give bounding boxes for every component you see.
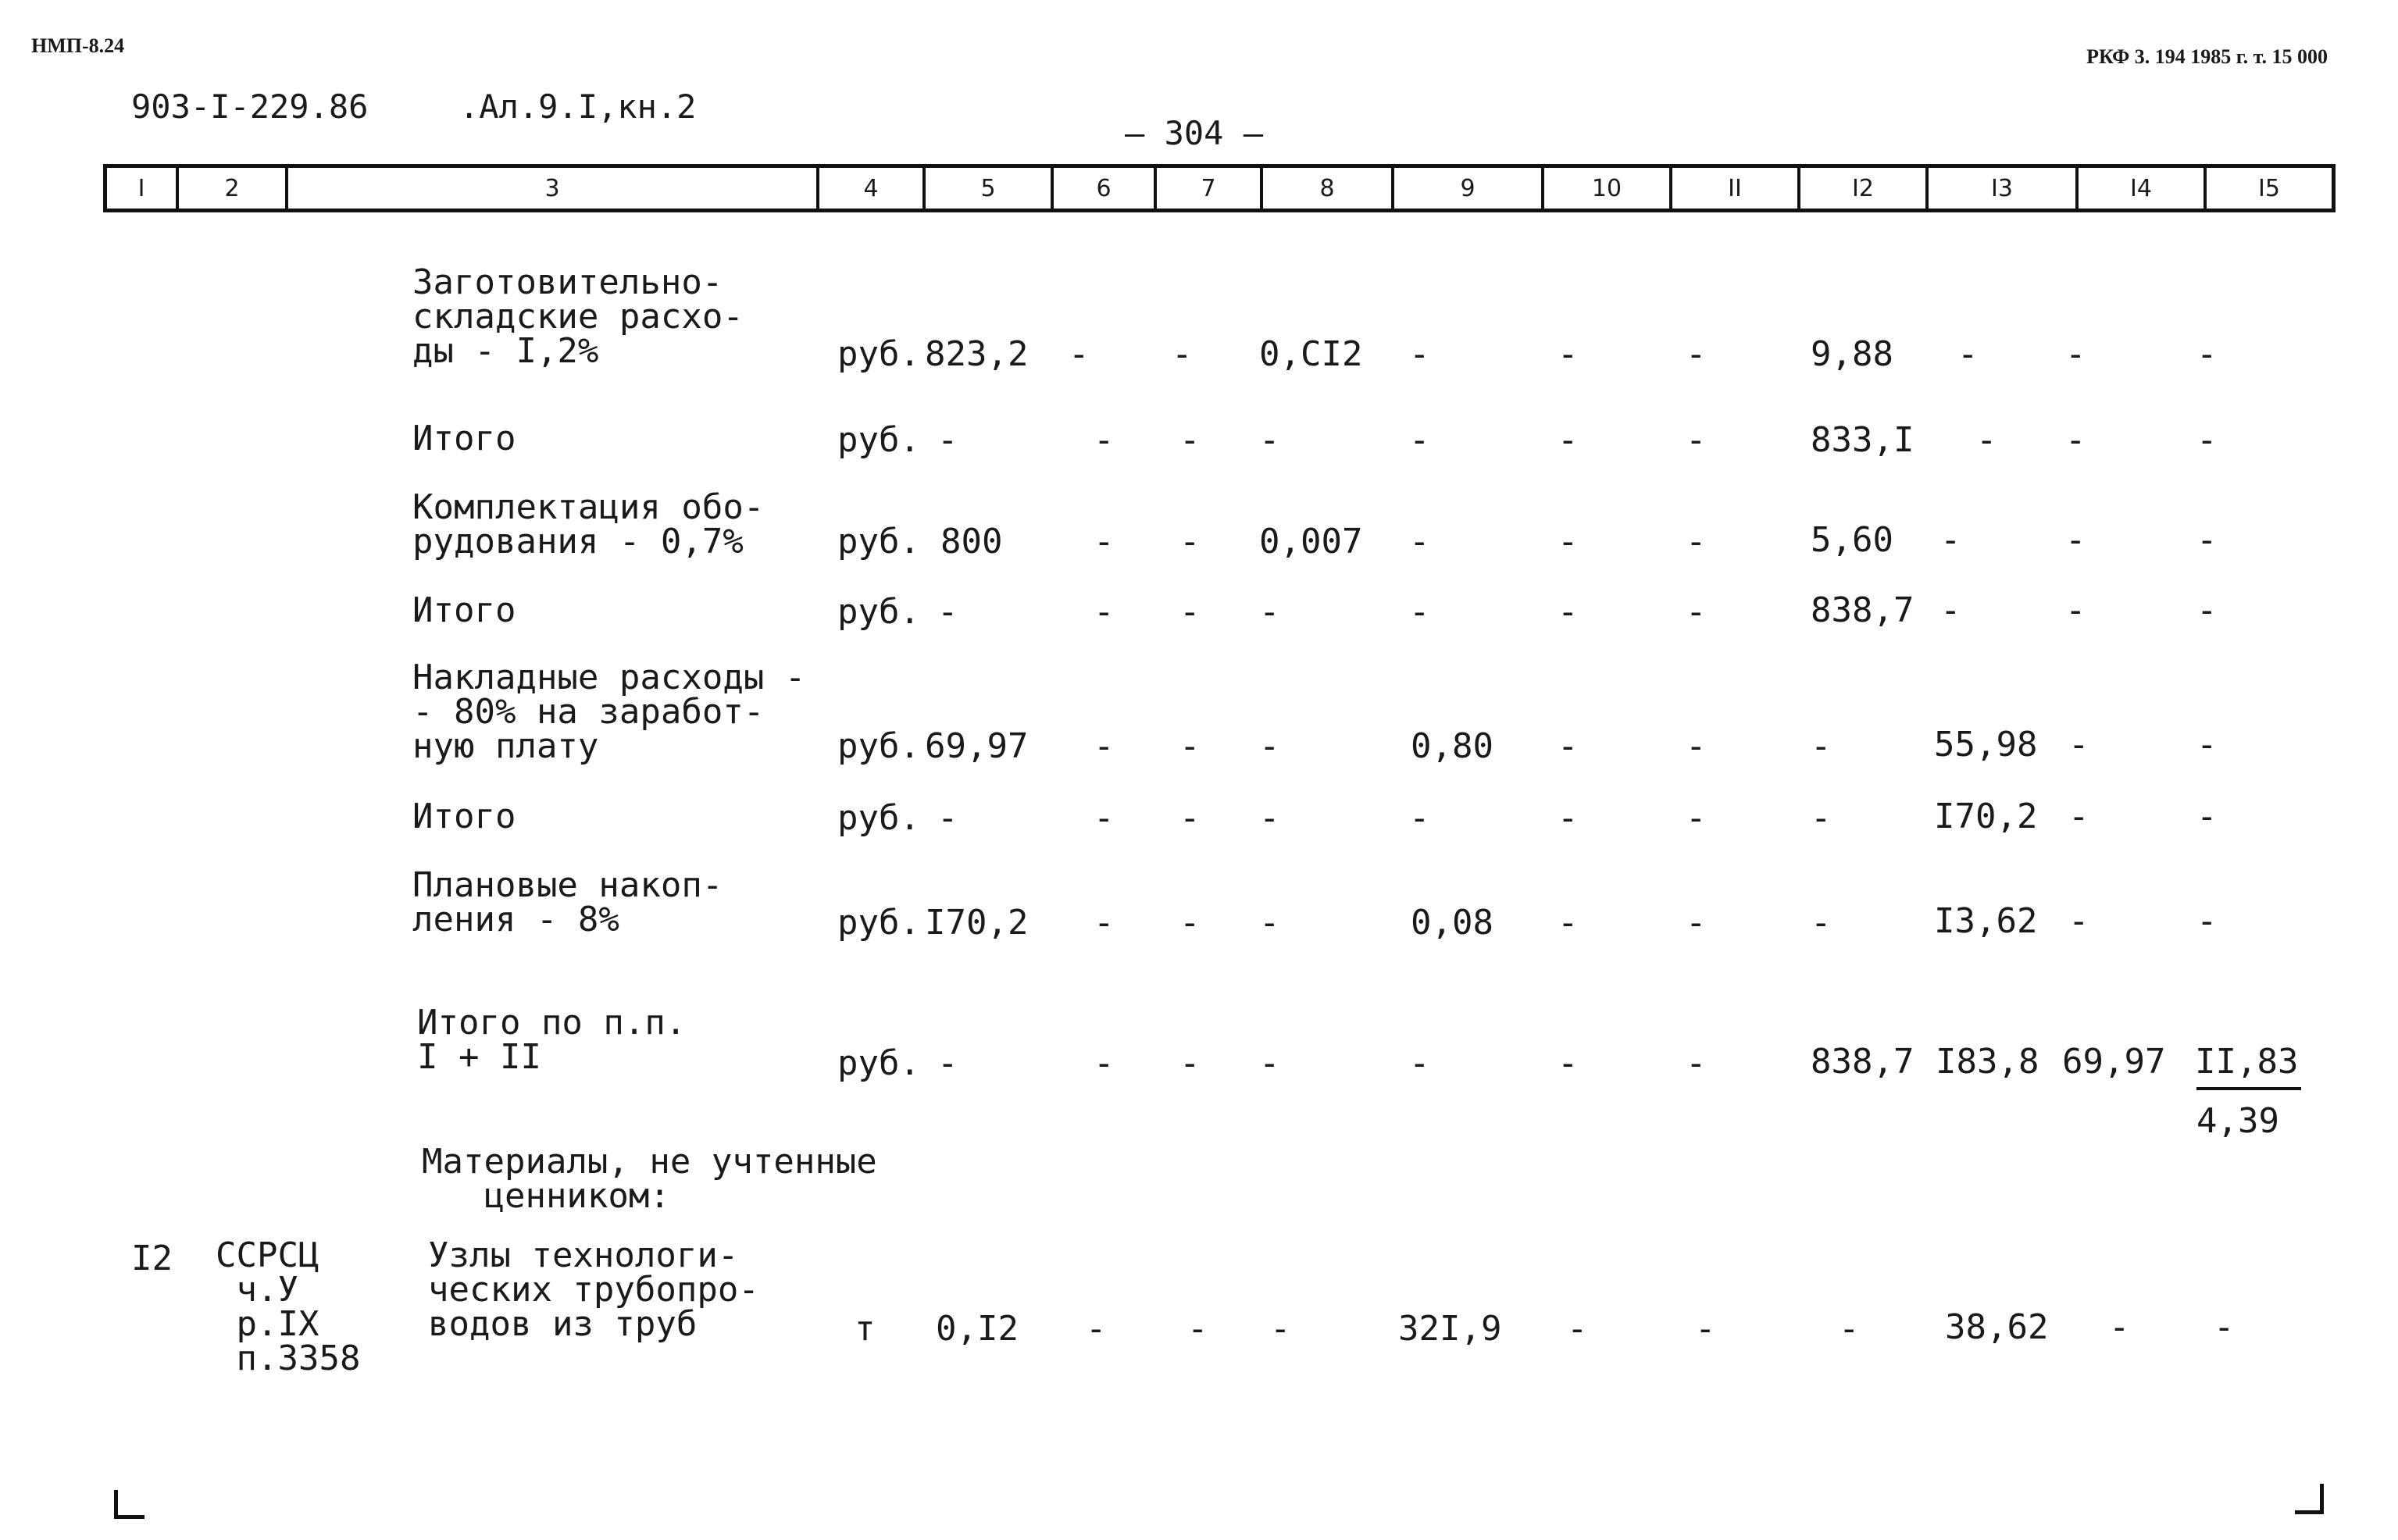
cell-col9: - (1409, 1043, 1430, 1083)
cell-col14: - (2068, 725, 2089, 765)
cell-col10: - (1567, 1309, 1588, 1349)
column-header-9: 9 (1391, 168, 1541, 209)
materials-heading: Материалы, не учтенные ценником: (422, 1142, 877, 1216)
cell-col13: - (1940, 520, 1961, 560)
cell-quantity: I70,2 (925, 903, 1029, 943)
cell-col15: - (2196, 797, 2218, 836)
column-header-5: 5 (922, 168, 1051, 209)
cell-col11: - (1686, 592, 1707, 632)
cell-col7: - (1187, 1309, 1208, 1349)
column-header-14: I4 (2075, 168, 2204, 209)
cell-col10: - (1558, 522, 1579, 561)
cell-quantity: 0,I2 (936, 1309, 1019, 1349)
cell-col12: 5,60 (1811, 520, 1893, 560)
cell-col6: - (1094, 798, 1115, 838)
corner-mark-bottom-right (2295, 1484, 2324, 1514)
cell-quantity: - (937, 592, 958, 632)
column-header-1: I (137, 174, 145, 202)
cell-col14: - (2065, 590, 2086, 630)
cell-col14: - (2068, 901, 2089, 941)
cell-col8: - (1259, 726, 1280, 766)
cell-col15-numerator: II,83 (2195, 1042, 2299, 1082)
cell-col6: - (1069, 334, 1090, 374)
row-description: Комплектация обо- рудования - 0,7% (412, 487, 765, 561)
cell-col13: - (1957, 334, 1979, 374)
cell-col9: - (1409, 798, 1430, 838)
cell-col9: - (1409, 420, 1430, 460)
item-number: I2 (131, 1239, 173, 1278)
cell-col14: 69,97 (2062, 1042, 2166, 1082)
cell-col13: I3,62 (1934, 901, 2038, 941)
cell-col15: - (2196, 901, 2218, 941)
cell-col12: - (1811, 903, 1832, 943)
cell-col8: - (1259, 903, 1280, 943)
cell-col7: - (1179, 903, 1201, 943)
column-header-7: 7 (1154, 168, 1260, 209)
cell-unit: руб. (837, 726, 920, 766)
cell-col10: - (1558, 1043, 1579, 1083)
cell-col14: - (2065, 334, 2086, 374)
item-description: Узлы технологи- ческих трубопро- водов из труб (428, 1235, 759, 1344)
cell-col6: - (1086, 1309, 1107, 1349)
cell-unit: руб. (837, 903, 920, 943)
cell-col8: 0,CI2 (1259, 334, 1363, 374)
cell-col13: - (1940, 590, 1961, 630)
cell-col11: - (1686, 522, 1707, 561)
cell-col9: - (1409, 522, 1430, 561)
row-description: Итого (412, 590, 516, 630)
cell-col11: - (1695, 1309, 1716, 1349)
cell-col15: - (2196, 725, 2218, 765)
column-header-15: I5 (2204, 168, 2332, 209)
cell-col14: - (2109, 1307, 2130, 1347)
cell-col9: - (1409, 334, 1430, 374)
column-header-strip (103, 164, 2336, 212)
cell-col7: - (1179, 726, 1201, 766)
cell-col15: - (2196, 420, 2218, 460)
cell-col10: - (1558, 334, 1579, 374)
cell-col12: 833,I (1811, 420, 1914, 460)
cell-col13: - (1976, 420, 1997, 460)
document-code: 903-I-229.86 (131, 87, 369, 126)
cell-col11: - (1686, 1043, 1707, 1083)
fraction-line (2196, 1087, 2301, 1090)
column-header-2: 2 (176, 168, 285, 209)
album-reference: .Ал.9.I,кн.2 (459, 87, 697, 126)
cell-col15: - (2196, 334, 2218, 374)
cell-quantity: - (937, 1043, 958, 1083)
row-description: Плановые накоп- ления - 8% (412, 865, 723, 939)
cell-col8: - (1270, 1309, 1291, 1349)
cell-quantity: 800 (940, 522, 1003, 561)
cell-col7: - (1179, 420, 1201, 460)
cell-col7: - (1179, 1043, 1201, 1083)
column-header-8: 8 (1260, 168, 1391, 209)
cell-col10: - (1558, 798, 1579, 838)
page-number: — 304 — (1125, 114, 1264, 152)
column-header-3: 3 (285, 168, 816, 209)
cell-col14: - (2065, 520, 2086, 560)
cell-col10: - (1558, 420, 1579, 460)
cell-col13: I83,8 (1936, 1042, 2039, 1082)
cell-col9: 0,80 (1411, 726, 1493, 766)
cell-unit: т (855, 1309, 876, 1349)
cell-col6: - (1094, 726, 1115, 766)
cell-col8: - (1259, 420, 1280, 460)
cell-col12: - (1811, 798, 1832, 838)
cell-col9: - (1409, 592, 1430, 632)
cell-col10: - (1558, 903, 1579, 943)
cell-col11: - (1686, 726, 1707, 766)
cell-col13: 55,98 (1934, 725, 2038, 765)
cell-col13: 38,62 (1945, 1307, 2049, 1347)
cell-quantity: 823,2 (925, 334, 1029, 374)
row-description: Заготовительно- складские расхо- ды - I,2% (412, 262, 744, 371)
row-description: Итого (412, 419, 516, 458)
cell-unit: руб. (837, 798, 920, 838)
column-header-4: 4 (816, 168, 922, 209)
cell-unit: руб. (837, 1043, 920, 1083)
cell-col15: - (2214, 1307, 2235, 1347)
row-description: Итого по п.п. I + II (417, 1003, 687, 1077)
cell-col6: - (1094, 903, 1115, 943)
cell-col13: I70,2 (1934, 797, 2038, 836)
cell-col6: - (1094, 522, 1115, 561)
form-code: НМП-8.24 (31, 34, 125, 57)
cell-col6: - (1094, 1043, 1115, 1083)
cell-quantity: 69,97 (925, 726, 1029, 766)
cell-col12: - (1811, 726, 1832, 766)
cell-col6: - (1094, 592, 1115, 632)
cell-col11: - (1686, 798, 1707, 838)
cell-col12: - (1839, 1309, 1860, 1349)
cell-col8: 0,007 (1259, 522, 1363, 561)
cell-col11: - (1686, 903, 1707, 943)
cell-col15: - (2196, 590, 2218, 630)
cell-col10: - (1558, 726, 1579, 766)
cell-col15-denominator: 4,39 (2196, 1101, 2279, 1141)
column-header-6: 6 (1051, 168, 1154, 209)
cell-col7: - (1179, 798, 1201, 838)
cell-col14: - (2068, 797, 2089, 836)
cell-col15: - (2196, 520, 2218, 560)
cell-col10: - (1558, 592, 1579, 632)
cell-col12: 838,7 (1811, 1042, 1914, 1082)
cell-col8: - (1259, 592, 1280, 632)
cell-col12: 838,7 (1811, 590, 1914, 630)
column-header-12: I2 (1797, 168, 1925, 209)
cell-col9: 32I,9 (1398, 1309, 1502, 1349)
cell-quantity: - (937, 798, 958, 838)
cell-unit: руб. (837, 522, 920, 561)
corner-mark-bottom-left (114, 1490, 145, 1519)
cell-col7: - (1179, 592, 1201, 632)
print-info: РКФ 3. 194 1985 г. т. 15 000 (2086, 45, 2328, 68)
cell-col7: - (1172, 334, 1193, 374)
cell-unit: руб. (837, 420, 920, 460)
cell-col11: - (1686, 420, 1707, 460)
cell-unit: руб. (837, 592, 920, 632)
cell-quantity: - (937, 420, 958, 460)
column-header-10: 10 (1541, 168, 1669, 209)
cell-unit: руб. (837, 334, 920, 374)
cell-col14: - (2065, 420, 2086, 460)
cell-col12: 9,88 (1811, 334, 1893, 374)
cell-col9: 0,08 (1411, 903, 1493, 943)
cell-col8: - (1259, 798, 1280, 838)
item-source-reference: ССРСЦ ч.У р.IX п.3358 (216, 1235, 361, 1378)
row-description: Итого (412, 797, 516, 836)
column-header-11: II (1669, 168, 1797, 209)
cell-col8: - (1259, 1043, 1280, 1083)
cell-col6: - (1094, 420, 1115, 460)
cell-col11: - (1686, 334, 1707, 374)
column-header-13: I3 (1925, 168, 2075, 209)
row-description: Накладные расходы - - 80% на заработ- ную плату (412, 658, 806, 766)
cell-col7: - (1179, 522, 1201, 561)
